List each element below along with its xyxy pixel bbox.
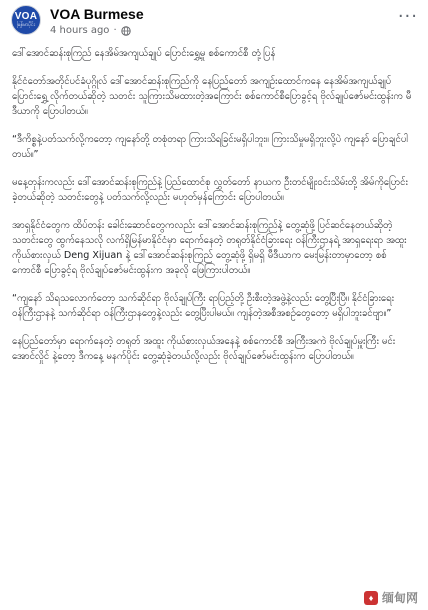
meta-separator: · — [113, 25, 117, 36]
post-paragraph: အာရှနိုင်ငံတွေက ထိပ်တန်း ခေါင်းဆောင်တွေကလည်း ဒေါ်အောင်ဆန်းစုကြည်နဲ့ တွေ့ဆုံဖို့ ပြင်ဆင်နေတယ်ဆိုတဲ့ သတင်းတွေ ထွက်နေသလို လက်ရှိမြန်မာနိုင်ငံမှာ ရောက်နေတဲ့ တရုတ်နိုင်ငံခြားရေး ဝန်ကြီးဌာနရဲ့ အာရှရေးရာ အထူးကိုယ်စားလှယ် Deng Xijuan နဲ့ ဒေါ်အောင်ဆန်းစုကြည် တွေ့ဆုံဖို့ ရှိမရှိ မီဒီယာက မေးမြန်းတာမှာတော့ စစ်ကောင်စီ ပြောခွင့်ရ ဗိုလ်ချုပ်ဇော်မင်းထွန်းက အခုလို ဖြေကြားပါတယ်။ — [12, 220, 407, 276]
more-icon[interactable]: ··· — [397, 6, 418, 27]
watermark-text: 缅甸网 — [381, 591, 418, 605]
post-paragraph: မနေ့တုန်းကလည်း ဒေါ်အောင်ဆန်းစုကြည်နဲ့ ပြည်ထောင်စု လွှတ်တော် နာယက ဦးတင်မျိုးဝင်းသိမ်းတို့ အိမ်ကိုပြောင်းခဲ့တယ်ဆိုတဲ့ သတင်းတွေနဲ့ ပတ်သက်လို့လည်း မဟုတ်မှန်ကြောင်း ပြောပါတယ်။ — [12, 177, 408, 203]
watermark-icon: ♦ — [364, 591, 378, 605]
post-headline: ဒေါ်အောင်ဆန်းစုကြည် နေအိမ်အကျယ်ချုပ် ပြောင်းရွှေ့မှု စစ်ကောင်စီ တုံ့ပြန် — [12, 48, 276, 59]
post-time[interactable]: 4 hours ago — [50, 25, 110, 36]
page-avatar[interactable] — [11, 5, 41, 35]
watermark — [364, 589, 418, 606]
post-header — [0, 0, 428, 44]
post-paragraph: နိုင်ငံတော်အတိုင်ပင်ခံပုဂ္ဂိုလ် ဒေါ်အောင်ဆန်းစုကြည်ကို နေပြည်တော် အကျဉ်းထောင်ကနေ နေအိမ်အကျယ်ချုပ် ပြောင်းရွှေ့ လိုက်တယ်ဆိုတဲ့ သတင်း သူကြားသိမထားတဲ့အကြောင်း စစ်ကောင်စီပြောခွင့်ရ ဗိုလ်ချုပ်ဇော်မင်းထွန်းက မီဒီယာကို ပြောပါတယ်။ — [12, 76, 412, 117]
post-quote: “ကျနော် သိရသလောက်တော့ သက်ဆိုင်ရာ ဗိုလ်ချုပ်ကြီး ရာပြည့်တို့ ဦးစီးတဲ့အဖွဲ့နဲ့လည်း တွေ့ပြီးပြီ။ နိုင်ငံခြားရေးဝန်ကြီးဌာနနဲ့ သက်ဆိုင်ရာ ဝန်ကြီးဌာနတွေနဲ့လည်း တွေ့ပြီးပါမယ်။ ကျန်တဲ့အစီအစဉ်တွေတော့ မရှိပါဘူးခင်ဗျာ။” — [12, 293, 395, 319]
globe-icon — [121, 26, 131, 36]
page-name[interactable]: VOA Burmese — [50, 6, 144, 22]
post-paragraph: နေပြည်တော်မှာ ရောက်နေတဲ့ တရုတ် အထူး ကိုယ်စားလှယ်အနေနဲ့ စစ်ကောင်စီ အကြီးအကဲ ဗိုလ်ချုပ်မှူးကြီး မင်းအောင်လှိုင် နဲ့တော့ ဒီကနေ့ မနက်ပိုင်း တွေ့ဆုံခဲ့တယ်လို့လည်း ဗိုလ်ချုပ်ဇော်မင်းထွန်းက ပြောပါတယ်။ — [12, 336, 396, 362]
post-quote: “ဒီကိစ္စနဲ့ပတ်သက်လို့ကတော့ ကျနော်တို့ တစုံတရာ ကြားသိရခြင်းမရှိပါဘူး။ ကြားသိမှုမရှိဘူးလို့ပဲ ကျနော် ပြောချင်ပါတယ်။” — [12, 134, 408, 160]
avatar-logo: VOA — [14, 11, 38, 22]
post-meta — [50, 25, 131, 36]
post-body — [12, 46, 412, 377]
avatar-subtitle: မြန်မာပိုင်း — [16, 22, 36, 28]
